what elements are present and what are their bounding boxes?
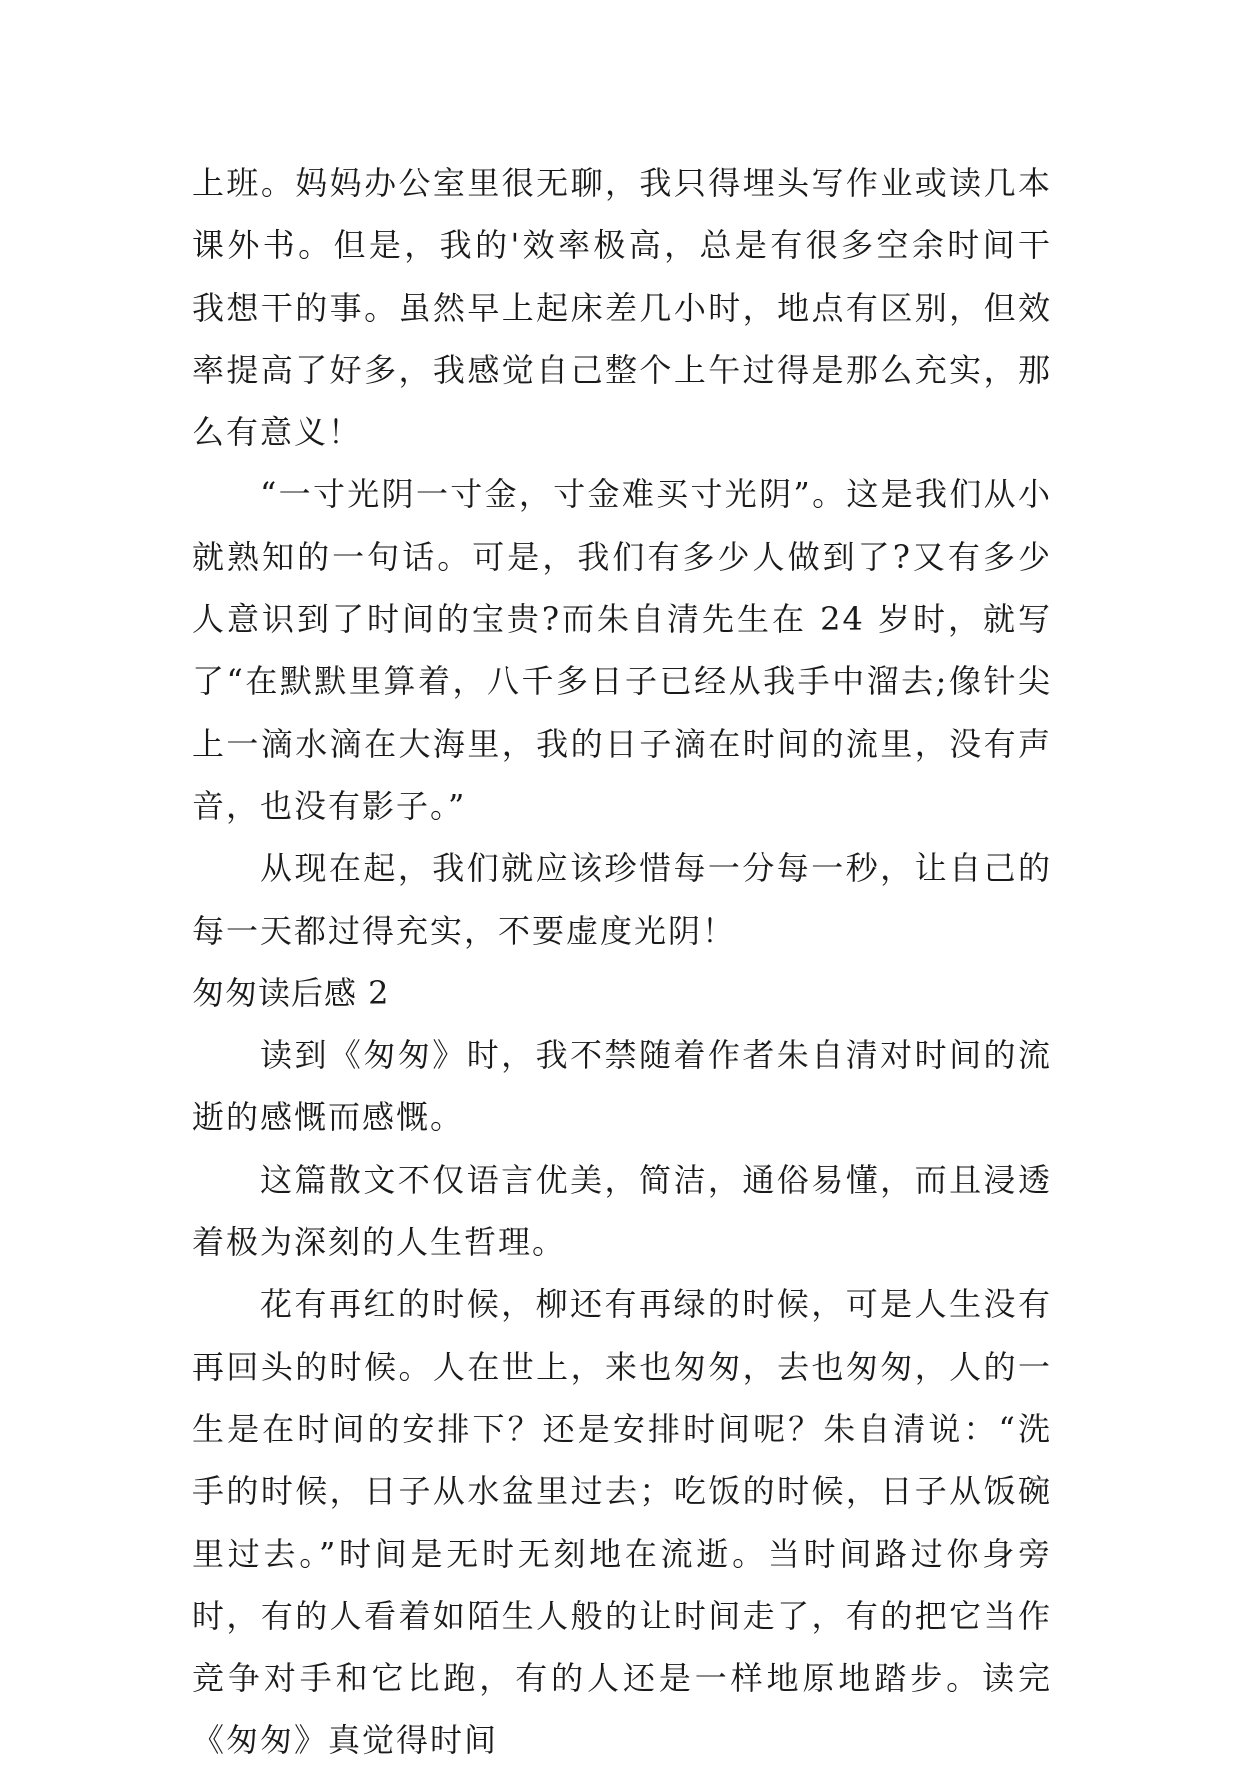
paragraph-reading-intro: 读到《匆匆》时，我不禁随着作者朱自清对时间的流逝的感慨而感慨。 bbox=[192, 1036, 1052, 1137]
document-body bbox=[192, 152, 1052, 1772]
paragraph-cherish-time: 从现在起，我们就应该珍惜每一分每一秒，让自己的每一天都过得充实，不要虚度光阴！ bbox=[192, 849, 1052, 950]
paragraph-life-reflection: 花有再红的时候，柳还有再绿的时候，可是人生没有再回头的时候。人在世上，来也匆匆，去也匆匆，人的一生是在时间的安排下？还是安排时间呢？朱自清说：“洗手的时候，日子从水盆里过去；吃饭的时候，日子从饭碗里过去。”时间是无时无刻地在流逝。当时间路过你身旁时，有的人看着如陌生人般的让时间走了，有的把它当作竞争对手和它比跑，有的人还是一样地原地踏步。读完《匆匆》真觉得时间 bbox=[192, 1285, 1052, 1760]
paragraph-quote-time: “一寸光阴一寸金，寸金难买寸光阴”。这是我们从小就熟知的一句话。可是，我们有多少人做到了?又有多少人意识到了时间的宝贵?而朱自清先生在 24 岁时，就写了“在默默里算着，八千多日子已经从我手中溜去;像针尖上一滴水滴在大海里，我的日子滴在时间的流里，没有声音，也没有影子。” bbox=[192, 475, 1052, 825]
paragraph-continued: 上班。妈妈办公室里很无聊，我只得埋头写作业或读几本课外书。但是，我的'效率极高，总是有很多空余时间干我想干的事。虽然早上起床差几小时，地点有区别，但效率提高了好多，我感觉自己整个上午过得是那么充实，那么有意义！ bbox=[192, 164, 1052, 452]
section-heading: 匆匆读后感 2 bbox=[192, 973, 390, 1012]
paragraph-prose-praise: 这篇散文不仅语言优美，简洁，通俗易懂，而且浸透着极为深刻的人生哲理。 bbox=[192, 1160, 1052, 1262]
